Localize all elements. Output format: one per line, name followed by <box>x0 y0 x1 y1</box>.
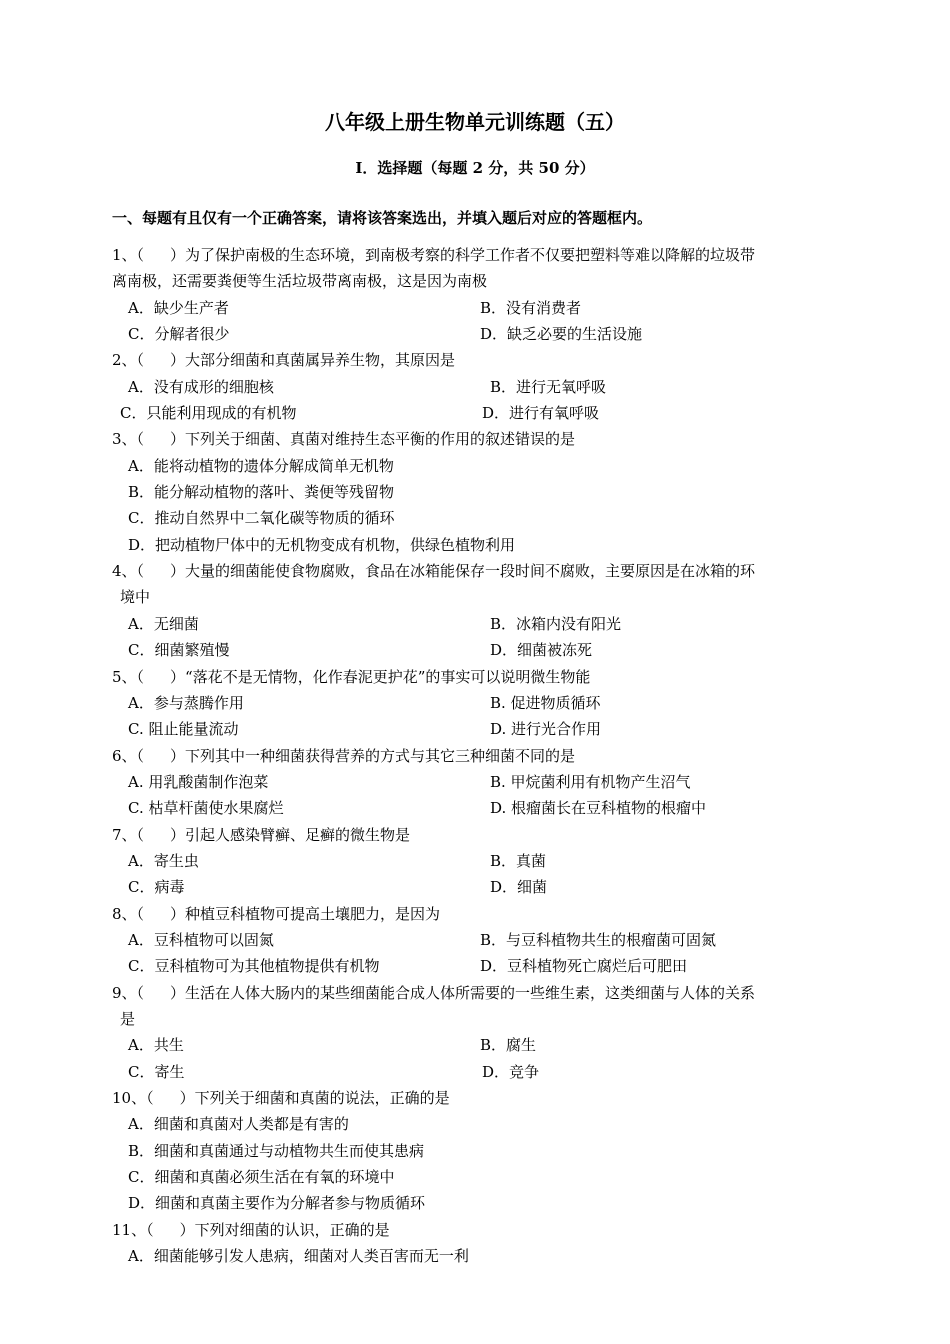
question-stem <box>0 901 950 927</box>
option-row <box>0 611 950 637</box>
question-stem <box>0 664 950 690</box>
option: B．没有消费者 <box>480 298 582 317</box>
option: D．豆科植物死亡腐烂后可肥田 <box>480 957 688 976</box>
option: B．冰箱内没有阳光 <box>490 614 622 633</box>
option-row <box>0 400 950 426</box>
instructions: 一、每题有且仅有一个正确答案，请将该答案选出，并填入题后对应的答题框内。 <box>112 209 653 227</box>
option: C．分解者很少 <box>128 325 230 344</box>
question-text: ）下列对细菌的认识，正确的是 <box>179 1220 390 1239</box>
option: B．与豆科植物共生的根瘤菌可固氮 <box>480 930 717 949</box>
question-text: ）大部分细菌和真菌属异养生物，其原因是 <box>170 351 456 370</box>
option-row <box>0 716 950 742</box>
option-row <box>0 874 950 900</box>
option-row <box>0 690 950 716</box>
option: C．推动自然界中二氧化碳等物质的循环 <box>128 509 395 528</box>
question-text: ）引起人感染臂癣、足癣的微生物是 <box>170 825 411 844</box>
question-stem-continued <box>0 268 950 294</box>
option-row <box>0 927 950 953</box>
option: A．缺少生产者 <box>128 298 229 317</box>
option: A．寄生虫 <box>128 851 199 870</box>
option-row <box>0 637 950 663</box>
question-text: ）大量的细菌能使食物腐败，食品在冰箱能保存一段时间不腐败，主要原因是在冰箱的环 <box>170 562 756 581</box>
section-heading: Ⅰ．选择题（每题 2 分，共 50 分） <box>355 159 595 177</box>
question-list <box>0 242 950 1269</box>
question-text: ）种植豆科植物可提高土壤肥力，是因为 <box>170 904 441 923</box>
option: A．共生 <box>128 1036 184 1055</box>
option: B. 甲烷菌利用有机物产生沼气 <box>490 772 691 791</box>
question-text: ）下列关于细菌、真菌对维持生态平衡的作用的叙述错误的是 <box>170 430 576 449</box>
question-number: 1、（ <box>112 246 145 264</box>
question-stem <box>0 347 950 373</box>
option: D．细菌 <box>490 878 548 897</box>
question-text: 境中 <box>120 588 151 607</box>
question-number: 6、（ <box>112 746 145 765</box>
question-text: 离南极，还需要粪便等生活垃圾带离南极，这是因为南极 <box>112 272 488 291</box>
option-row <box>0 769 950 795</box>
question-number: 3、（ <box>112 430 145 449</box>
option: D. 进行光合作用 <box>490 720 602 739</box>
option: A．豆科植物可以固氮 <box>128 930 274 949</box>
option: D．竞争 <box>482 1062 540 1081</box>
option: D．缺乏必要的生活设施 <box>480 325 643 344</box>
option-row <box>0 1032 950 1058</box>
option-row <box>0 295 950 321</box>
option-row <box>0 848 950 874</box>
option: C．只能利用现成的有机物 <box>120 404 297 423</box>
option: A．没有成形的细胞核 <box>128 377 274 396</box>
option: D．把动植物尸体中的无机物变成有机物，供绿色植物利用 <box>128 535 516 554</box>
option-row <box>0 953 950 979</box>
option: A．细菌能够引发人患病，细菌对人类百害而无一利 <box>128 1247 469 1266</box>
question-number: 10、（ <box>112 1089 154 1107</box>
option: D．进行有氧呼吸 <box>482 404 600 423</box>
option-row <box>0 321 950 347</box>
option-row <box>0 1059 950 1085</box>
option: C．豆科植物可为其他植物提供有机物 <box>128 957 380 976</box>
option: B. 促进物质循环 <box>490 693 601 712</box>
question-number: 5、（ <box>112 667 145 686</box>
question-stem <box>0 242 950 268</box>
option: B．细菌和真菌通过与动植物共生而使其患病 <box>128 1141 425 1160</box>
option: B．进行无氧呼吸 <box>490 377 607 396</box>
option: A．参与蒸腾作用 <box>128 693 244 712</box>
option: C. 阻止能量流动 <box>128 720 239 739</box>
question-text: ）下列其中一种细菌获得营养的方式与其它三种细菌不同的是 <box>170 746 576 765</box>
question-text: ）为了保护南极的生态环境，到南极考察的科学工作者不仅要把塑料等难以降解的垃圾带 <box>170 246 756 264</box>
question-stem <box>0 822 950 848</box>
page-title: 八年级上册生物单元训练题（五） <box>325 110 625 134</box>
option: C．病毒 <box>128 878 185 897</box>
question-number: 2、（ <box>112 351 145 370</box>
question-text: 是 <box>120 1009 136 1028</box>
question-number: 11、（ <box>112 1220 154 1239</box>
option: B．腐生 <box>480 1036 537 1055</box>
question-stem <box>0 1217 950 1243</box>
option-row <box>0 795 950 821</box>
question-stem <box>0 743 950 769</box>
question-number: 7、（ <box>112 825 145 844</box>
question-stem-continued <box>0 584 950 610</box>
question-number: 4、（ <box>112 562 145 581</box>
option: A. 用乳酸菌制作泡菜 <box>128 772 269 791</box>
option: A．细菌和真菌对人类都是有害的 <box>128 1115 349 1134</box>
option: B．能分解动植物的落叶、粪便等残留物 <box>128 483 395 502</box>
option: C．寄生 <box>128 1062 185 1081</box>
option: D．细菌和真菌主要作为分解者参与物质循环 <box>128 1194 426 1213</box>
question-stem <box>0 980 950 1006</box>
option: A．无细菌 <box>128 614 199 633</box>
question-text: ）生活在人体大肠内的某些细菌能合成人体所需要的一些维生素，这类细菌与人体的关系 <box>170 983 756 1002</box>
question-text: ）“落花不是无情物，化作春泥更护花”的事实可以说明微生物能 <box>170 667 591 686</box>
question-number: 8、（ <box>112 904 145 923</box>
option-row <box>0 374 950 400</box>
question-stem <box>0 558 950 584</box>
option: C．细菌繁殖慢 <box>128 641 230 660</box>
question-number: 9、（ <box>112 983 145 1002</box>
option: A．能将动植物的遗体分解成简单无机物 <box>128 456 394 475</box>
question-stem <box>0 426 950 452</box>
question-stem-continued <box>0 1006 950 1032</box>
question-text: ）下列关于细菌和真菌的说法，正确的是 <box>179 1089 450 1107</box>
question-stem <box>0 1085 950 1111</box>
option: C．细菌和真菌必须生活在有氧的环境中 <box>128 1168 395 1187</box>
option: B．真菌 <box>490 851 547 870</box>
option: D．细菌被冻死 <box>490 641 593 660</box>
option: C. 枯草杆菌使水果腐烂 <box>128 799 284 818</box>
option: D. 根瘤菌长在豆科植物的根瘤中 <box>490 799 707 818</box>
